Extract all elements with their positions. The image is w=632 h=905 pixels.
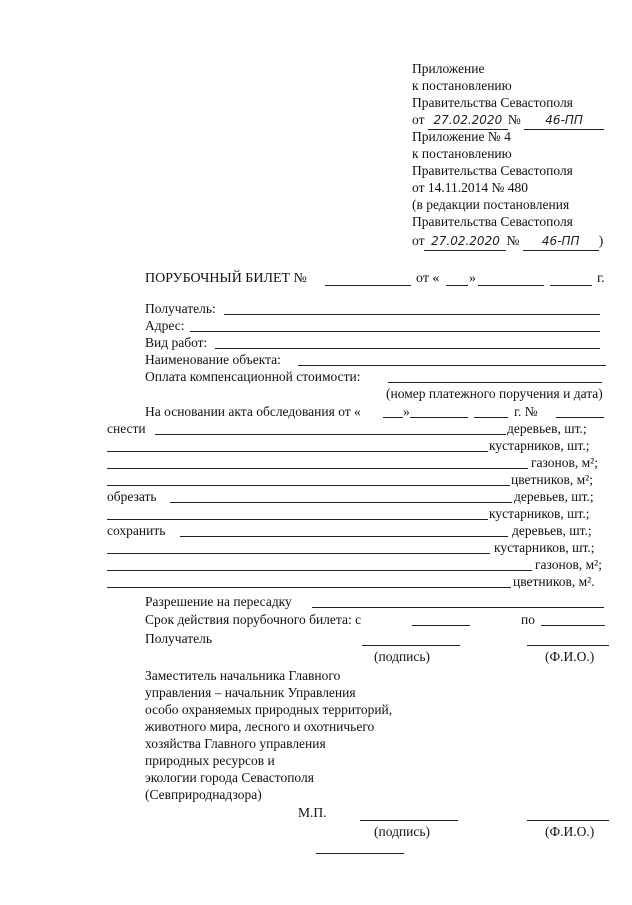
cut-label: снести [107, 421, 146, 436]
trim-label: обрезать [107, 489, 157, 504]
recipient-line [224, 314, 600, 315]
recipient-sign-label: Получатель [145, 631, 213, 646]
payment-note: (номер платежного поручения и дата) [386, 386, 603, 401]
work-type-label: Вид работ: [145, 335, 208, 350]
basis-month-line [410, 417, 468, 418]
appendix-line-2: к постановлению [412, 78, 512, 93]
work-type-line [215, 348, 600, 349]
object-name-label: Наименование объекта: [145, 352, 281, 367]
official-signature-line [360, 820, 458, 821]
recipient-fio-caption: (Ф.И.О.) [545, 649, 595, 664]
appendix-number-handwritten: 46-ПП [524, 112, 604, 130]
recipient-signature-caption: (подпись) [374, 649, 431, 664]
ticket-date-close: » [469, 271, 476, 286]
payment-label: Оплата компенсационной стоимости: [145, 369, 361, 384]
keep-label: сохранить [107, 523, 166, 538]
appendix-line-11 [412, 232, 603, 251]
appendix-line-7: Правительства Севастополя [412, 163, 573, 178]
transplant-line [312, 607, 604, 608]
appendix-redaction-date-prefix: от [412, 233, 425, 248]
keep-lawns-label: газонов, м²; [535, 557, 602, 572]
cut-flowers-label: цветников, м²; [511, 472, 593, 487]
ticket-date-prefix: от « [416, 271, 440, 286]
ticket-number-line [325, 285, 411, 286]
validity-until-label: по [521, 612, 535, 627]
trim-shrubs-label: кустарников, шт.; [489, 506, 590, 521]
trim-shrubs-line [107, 519, 488, 520]
official-line-3: особо охраняемых природных территорий, [145, 702, 393, 717]
appendix-line-6: к постановлению [412, 146, 512, 161]
ticket-year-suffix: г. [597, 271, 605, 286]
keep-trees-line [180, 536, 508, 537]
recipient-label: Получатель: [145, 301, 216, 316]
cut-flowers-line [107, 485, 510, 486]
payment-line [388, 382, 602, 383]
stamp-label: М.П. [298, 805, 327, 820]
official-line-5: хозяйства Главного управления [145, 736, 326, 751]
appendix-date-prefix: от [412, 112, 425, 127]
validity-label: Срок действия порубочного билета: с [145, 612, 362, 627]
footer-separator-line [316, 853, 404, 854]
appendix-line-3: Правительства Севастополя [412, 95, 573, 110]
basis-close: » [403, 404, 410, 419]
appendix-line-1: Приложение [412, 61, 485, 76]
keep-shrubs-line [107, 553, 490, 554]
appendix-redaction-date-handwritten: 27.02.2020 [424, 233, 506, 251]
ticket-title: ПОРУБОЧНЫЙ БИЛЕТ № [145, 271, 307, 286]
appendix-line-9: (в редакции постановления [412, 197, 570, 212]
validity-until-line [541, 625, 605, 626]
ticket-year-line [550, 285, 592, 286]
basis-number-line [556, 417, 604, 418]
object-name-line [298, 365, 606, 366]
cut-shrubs-line [107, 451, 488, 452]
ticket-day-line [446, 285, 468, 286]
basis-year-line [474, 417, 508, 418]
official-line-6: природных ресурсов и [145, 753, 275, 768]
appendix-line-5: Приложение № 4 [412, 129, 511, 144]
cut-shrubs-label: кустарников, шт.; [489, 438, 590, 453]
cut-lawns-line [107, 468, 528, 469]
appendix-line-8: от 14.11.2014 № 480 [412, 180, 528, 195]
appendix-line-10: Правительства Севастополя [412, 214, 573, 229]
address-line [190, 331, 600, 332]
appendix-redaction-close: ) [598, 233, 604, 248]
ticket-month-line [478, 285, 544, 286]
appendix-date-handwritten: 27.02.2020 [428, 112, 508, 130]
appendix-redaction-number-handwritten: 46-ПП [523, 233, 599, 251]
official-line-1: Заместитель начальника Главного [145, 668, 341, 683]
recipient-fio-line [527, 645, 609, 646]
transplant-label: Разрешение на пересадку [145, 594, 292, 609]
keep-shrubs-label: кустарников, шт.; [494, 540, 595, 555]
validity-from-line [412, 625, 470, 626]
official-fio-line [527, 820, 609, 821]
keep-trees-label: деревьев, шт.; [512, 523, 592, 538]
trim-trees-label: деревьев, шт.; [514, 489, 594, 504]
basis-day-line [383, 417, 403, 418]
keep-flowers-line [107, 587, 511, 588]
keep-lawns-line [107, 570, 532, 571]
appendix-redaction-number-sign: № [506, 233, 520, 248]
basis-year-number: г. № [514, 404, 538, 419]
basis-prefix: На основании акта обследования от « [145, 404, 361, 419]
recipient-signature-line [362, 645, 460, 646]
address-label: Адрес: [145, 318, 185, 333]
cut-lawns-label: газонов, м²; [531, 455, 598, 470]
appendix-number-sign: № [507, 112, 521, 127]
cut-trees-line [155, 434, 506, 435]
cut-trees-label: деревьев, шт.; [507, 421, 587, 436]
official-signature-caption: (подпись) [374, 824, 431, 839]
official-line-8: (Севприроднадзора) [145, 787, 262, 802]
official-line-4: животного мира, лесного и охотничьего [145, 719, 375, 734]
official-fio-caption: (Ф.И.О.) [545, 824, 595, 839]
keep-flowers-label: цветников, м². [513, 574, 595, 589]
official-line-2: управления – начальник Управления [145, 685, 356, 700]
trim-trees-line [170, 502, 512, 503]
official-line-7: экологии города Севастополя [145, 770, 314, 785]
